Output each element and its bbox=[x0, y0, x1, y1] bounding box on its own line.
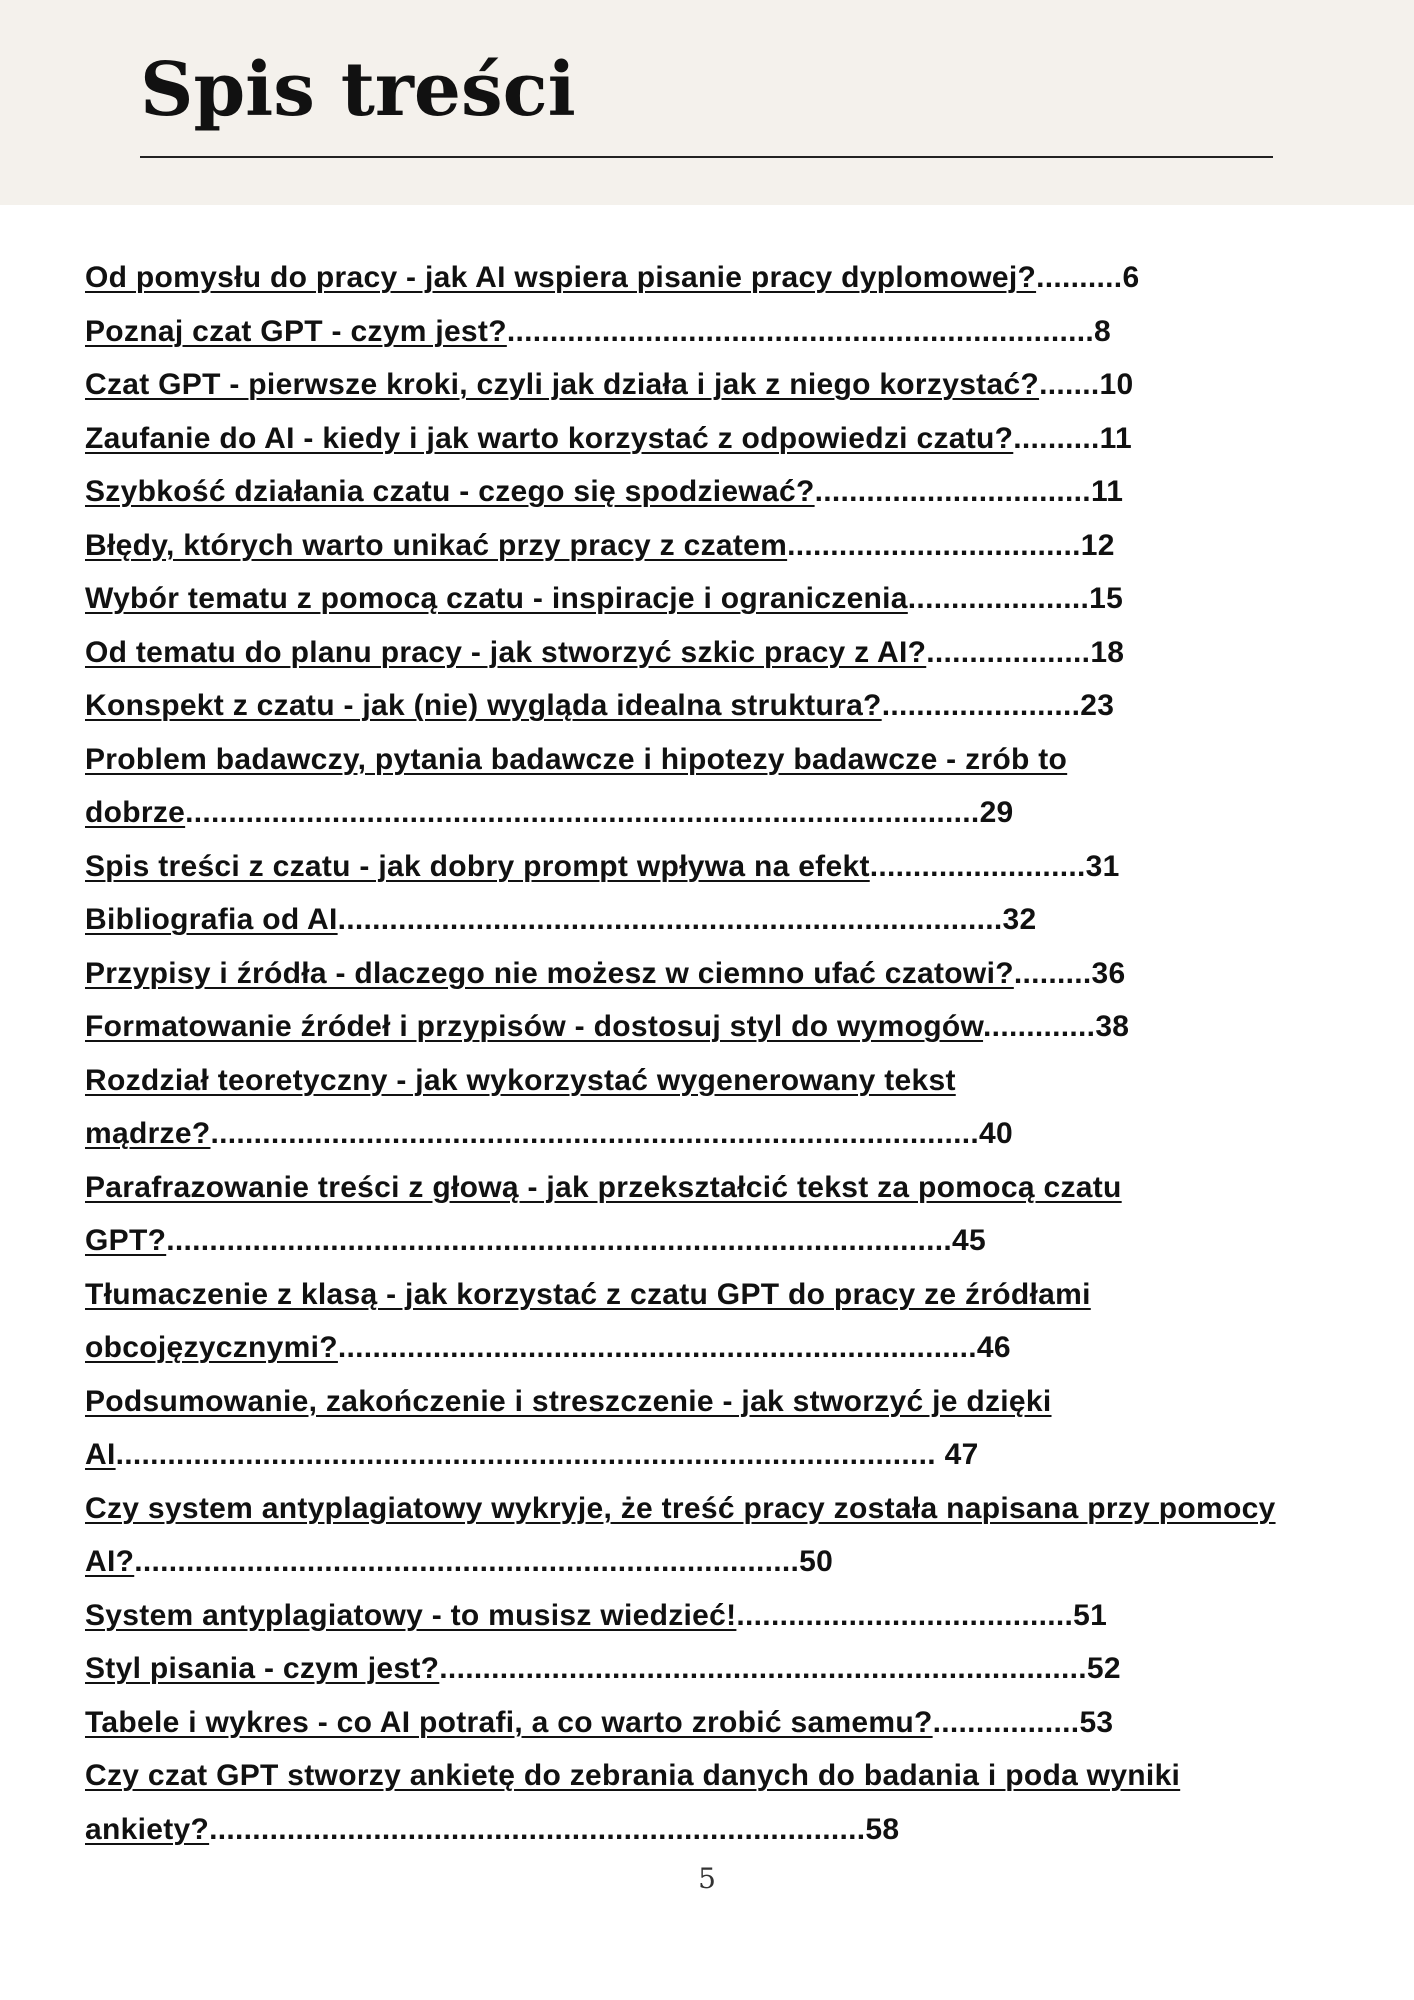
toc-entry[interactable] bbox=[85, 947, 1320, 1001]
toc-entry-page-number: 36 bbox=[1091, 956, 1126, 990]
toc-entry[interactable] bbox=[85, 1161, 1320, 1268]
toc-entry-title[interactable]: Czy system antyplagiatowy wykryje, że treść pracy została napisana przy pomocy AI? bbox=[85, 1491, 1276, 1578]
toc-entry-title[interactable]: Parafrazowanie treści z głową - jak przekształcić tekst za pomocą czatu GPT? bbox=[85, 1170, 1122, 1257]
toc-entry[interactable] bbox=[85, 251, 1320, 305]
table-of-contents bbox=[85, 251, 1320, 1856]
toc-entry-title[interactable]: Formatowanie źródeł i przypisów - dostosuj styl do wymogów bbox=[85, 1010, 984, 1043]
toc-entry-page-number: 46 bbox=[976, 1331, 1011, 1364]
toc-entry-leader: ....................... bbox=[881, 689, 1081, 722]
toc-entry-page-number: 50 bbox=[799, 1545, 834, 1578]
toc-entry-title[interactable]: Czat GPT - pierwsze kroki, czyli jak działa i jak z niego korzystać? bbox=[85, 368, 1040, 401]
toc-entry-leader: ................. bbox=[932, 1705, 1080, 1739]
toc-entry[interactable] bbox=[85, 840, 1320, 894]
toc-entry-page-number: 29 bbox=[979, 796, 1014, 829]
toc-entry-leader: .......................................................................... bbox=[337, 1331, 977, 1364]
toc-entry[interactable] bbox=[85, 305, 1320, 359]
toc-entry-page-number: 15 bbox=[1089, 582, 1124, 615]
toc-entry-page-number: 40 bbox=[979, 1117, 1013, 1150]
toc-entry-page-number: 47 bbox=[944, 1438, 979, 1471]
toc-entry-page-number: 12 bbox=[1080, 528, 1115, 562]
toc-entry-leader: ......... bbox=[1013, 956, 1092, 990]
toc-entry[interactable] bbox=[85, 1482, 1320, 1589]
toc-entry-title[interactable]: Wybór tematu z pomocą czatu - inspiracje i ograniczenia bbox=[85, 582, 908, 615]
toc-entry-page-number: 32 bbox=[1002, 903, 1037, 936]
toc-entry-page-number: 51 bbox=[1073, 1598, 1108, 1632]
toc-entry-leader: ................... bbox=[926, 635, 1091, 669]
toc-entry[interactable] bbox=[85, 358, 1320, 412]
toc-entry[interactable] bbox=[85, 1375, 1320, 1482]
toc-entry-leader: ..................... bbox=[907, 582, 1090, 615]
toc-entry[interactable] bbox=[85, 465, 1320, 519]
toc-entry-leader: ............................................................................................... bbox=[115, 1438, 945, 1471]
toc-entry[interactable] bbox=[85, 572, 1320, 626]
toc-entry-leader: .......... bbox=[1036, 261, 1123, 294]
toc-entry-title[interactable]: Tłumaczenie z klasą - jak korzystać z czatu GPT do pracy ze źródłami obcojęzycznymi? bbox=[85, 1277, 1091, 1364]
toc-entry-leader: ........................................................................... bbox=[439, 1652, 1087, 1685]
toc-entry-title[interactable]: Błędy, których warto unikać przy pracy z czatem bbox=[85, 528, 788, 562]
title-divider bbox=[140, 156, 1273, 158]
toc-entry-leader: .................................. bbox=[787, 528, 1081, 562]
toc-entry-leader: ....... bbox=[1039, 368, 1100, 401]
toc-entry-leader: ......................... bbox=[869, 849, 1086, 883]
toc-entry[interactable] bbox=[85, 679, 1320, 733]
toc-entry-title[interactable]: Od pomysłu do pracy - jak AI wspiera pisanie pracy dyplomowej? bbox=[85, 261, 1037, 294]
toc-entry-page-number: 58 bbox=[865, 1812, 900, 1846]
page-number: 5 bbox=[698, 1862, 716, 1895]
toc-entry[interactable] bbox=[85, 412, 1320, 466]
toc-entry[interactable] bbox=[85, 1268, 1320, 1375]
toc-entry-page-number: 11 bbox=[1090, 475, 1124, 508]
toc-entry-page-number: 53 bbox=[1079, 1705, 1114, 1739]
toc-entry-page-number: 11 bbox=[1099, 421, 1132, 455]
toc-entry-page-number: 6 bbox=[1122, 261, 1140, 294]
toc-entry-page-number: 45 bbox=[951, 1224, 986, 1257]
toc-entry-leader: ....................................... bbox=[736, 1598, 1074, 1632]
toc-entry-leader: ............. bbox=[983, 1010, 1096, 1043]
toc-entry-title[interactable]: Podsumowanie, zakończenie i streszczenie - jak stworzyć je dzięki AI bbox=[85, 1384, 1052, 1471]
toc-entry-leader: .......... bbox=[1013, 421, 1100, 455]
toc-entry-page-number: 23 bbox=[1080, 689, 1115, 722]
toc-entry-title[interactable]: System antyplagiatowy - to musisz wiedzieć! bbox=[85, 1598, 737, 1632]
toc-entry[interactable] bbox=[85, 519, 1320, 573]
toc-entry[interactable] bbox=[85, 1589, 1320, 1643]
toc-entry-leader: ............................................................................. bbox=[134, 1545, 800, 1578]
toc-entry-title[interactable]: Rozdział teoretyczny - jak wykorzystać wygenerowany tekst mądrze? bbox=[85, 1063, 956, 1150]
toc-entry-title[interactable]: Tabele i wykres - co AI potrafi, a co warto zrobić samemu? bbox=[85, 1705, 933, 1739]
toc-entry-title[interactable]: Przypisy i źródła - dlaczego nie możesz w ciemno ufać czatowi? bbox=[85, 956, 1014, 990]
toc-entry-title[interactable]: Spis treści z czatu - jak dobry prompt wpływa na efekt bbox=[85, 849, 870, 883]
toc-entry-title[interactable]: Konspekt z czatu - jak (nie) wygląda idealna struktura? bbox=[85, 689, 882, 722]
toc-entry-title[interactable]: Poznaj czat GPT - czym jest? bbox=[85, 314, 507, 348]
toc-entry-leader: ............................................................................ bbox=[209, 1812, 866, 1846]
toc-entry-title[interactable]: Styl pisania - czym jest? bbox=[85, 1652, 440, 1685]
toc-entry-page-number: 18 bbox=[1090, 635, 1125, 669]
toc-entry-page-number: 10 bbox=[1099, 368, 1134, 401]
toc-entry-leader: ............................................................................. bbox=[337, 903, 1003, 936]
toc-entry[interactable] bbox=[85, 1000, 1320, 1054]
page-title: Spis treści bbox=[140, 47, 576, 133]
toc-entry[interactable] bbox=[85, 1642, 1320, 1696]
toc-entry[interactable] bbox=[85, 1749, 1320, 1856]
toc-entry[interactable] bbox=[85, 893, 1320, 947]
toc-entry-leader: ........................................................................................... bbox=[166, 1224, 952, 1257]
toc-entry[interactable] bbox=[85, 626, 1320, 680]
toc-entry-title[interactable]: Zaufanie do AI - kiedy i jak warto korzystać z odpowiedzi czatu? bbox=[85, 421, 1014, 455]
toc-entry-title[interactable]: Bibliografia od AI bbox=[85, 903, 338, 936]
toc-entry-leader: ................................ bbox=[814, 475, 1091, 508]
toc-entry-leader: .................................................................... bbox=[506, 314, 1095, 348]
toc-entry[interactable] bbox=[85, 733, 1320, 840]
toc-entry-title[interactable]: Szybkość działania czatu - czego się spodziewać? bbox=[85, 475, 815, 508]
toc-entry-page-number: 38 bbox=[1095, 1010, 1130, 1043]
toc-entry-leader: ............................................................................................ bbox=[185, 796, 980, 829]
toc-entry-title[interactable]: Od tematu do planu pracy - jak stworzyć szkic pracy z AI? bbox=[85, 635, 927, 669]
toc-entry-page-number: 8 bbox=[1094, 314, 1112, 348]
toc-entry-page-number: 31 bbox=[1085, 849, 1120, 883]
toc-entry-leader: ......................................................................................... bbox=[210, 1117, 979, 1150]
toc-entry-page-number: 52 bbox=[1086, 1652, 1121, 1685]
toc-entry-title[interactable]: Problem badawczy, pytania badawcze i hipotezy badawcze - zrób to dobrze bbox=[85, 742, 1068, 829]
toc-entry[interactable] bbox=[85, 1696, 1320, 1750]
toc-entry[interactable] bbox=[85, 1054, 1320, 1161]
toc-entry-title[interactable]: Czy czat GPT stworzy ankietę do zebrania danych do badania i poda wyniki ankiety? bbox=[85, 1759, 1181, 1846]
header-band bbox=[0, 0, 1414, 205]
